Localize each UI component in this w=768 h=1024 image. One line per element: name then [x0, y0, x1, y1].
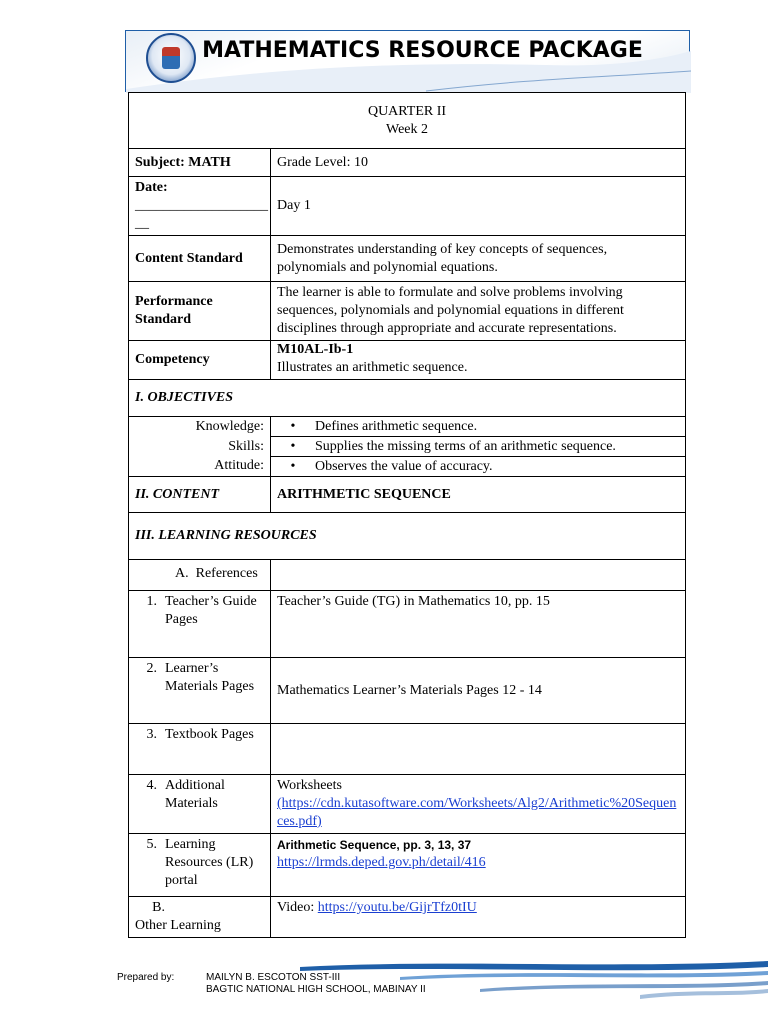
resource-row — [129, 658, 686, 724]
video-label: Video: — [277, 900, 318, 915]
resource-label: Teacher’s Guide Pages — [165, 594, 257, 627]
resource-number: 4. — [146, 778, 157, 793]
objective-value: Observes the value of accuracy. — [315, 458, 493, 474]
other-resources-row — [129, 897, 686, 938]
quarter-label: QUARTER II — [367, 103, 447, 119]
resource-row — [129, 834, 686, 897]
resources-heading: III. LEARNING RESOURCES — [129, 513, 686, 560]
date-label: Date: — [135, 180, 168, 195]
content-heading: II. CONTENT — [129, 477, 271, 513]
preparer-info — [206, 972, 426, 996]
resource-number: 3. — [146, 727, 157, 742]
performance-standard-label: Performance Standard — [129, 282, 271, 341]
resource-row — [129, 775, 686, 834]
objectives-heading-row — [129, 380, 686, 417]
references-marker: A. — [175, 566, 189, 581]
bullet-icon: • — [290, 458, 296, 474]
preparer-name: MAILYN B. ESCOTON SST-III — [206, 972, 341, 983]
content-standard-value: Demonstrates understanding of key concepts of sequences, polynomials and polynomial equations. — [271, 236, 686, 282]
school-name: BAGTIC NATIONAL HIGH SCHOOL, MABINAY II — [206, 984, 426, 995]
resource-row — [129, 591, 686, 658]
bullet-icon: • — [290, 438, 296, 454]
resource-label: Textbook Pages — [165, 727, 254, 742]
other-label: Other Learning — [135, 918, 221, 933]
competency-label: Competency — [129, 341, 271, 380]
resource-row — [129, 724, 686, 775]
objective-row — [129, 417, 686, 437]
week-label: Week 2 — [385, 121, 429, 137]
subject-row — [129, 149, 686, 177]
resource-value — [271, 724, 686, 775]
competency-value: Illustrates an arithmetic sequence. — [277, 360, 468, 375]
objective-label: Skills: — [129, 437, 271, 457]
resources-heading-row — [129, 513, 686, 560]
quarter-row — [129, 93, 686, 149]
video-link[interactable]: https://youtu.be/GijrTfz0tIU — [317, 900, 477, 915]
document-footer — [0, 955, 768, 1024]
competency-code: M10AL-Ib-1 — [277, 342, 354, 357]
objectives-heading: I. OBJECTIVES — [129, 380, 686, 417]
references-row — [129, 560, 686, 591]
date-line: ___________________ — [135, 198, 268, 213]
resource-label: Learner’s Materials Pages — [165, 661, 255, 694]
date-row — [129, 177, 686, 236]
objective-value: Defines arithmetic sequence. — [315, 418, 478, 434]
objective-label: Knowledge: — [129, 417, 271, 437]
resource-value: Arithmetic Sequence, pp. 3, 13, 37 — [277, 838, 472, 852]
resource-value: Worksheets — [277, 778, 342, 793]
lr-portal-link[interactable]: https://lrmds.deped.gov.ph/detail/416 — [277, 855, 486, 870]
content-standard-label: Content Standard — [129, 236, 271, 282]
document-header — [125, 30, 690, 92]
references-label: References — [195, 566, 258, 581]
resource-label: Additional Materials — [165, 778, 225, 811]
competency-row — [129, 341, 686, 380]
objective-label: Attitude: — [129, 457, 271, 477]
objective-value: Supplies the missing terms of an arithmetic sequence. — [315, 438, 616, 454]
page-title: MATHEMATICS RESOURCE PACKAGE — [202, 38, 643, 63]
bullet-icon: • — [290, 418, 296, 434]
grade-level: Grade Level: 10 — [271, 149, 686, 177]
resource-number: 5. — [146, 837, 157, 852]
subject-label: Subject: MATH — [129, 149, 271, 177]
resource-value: Mathematics Learner’s Materials Pages 12 - 14 — [271, 658, 686, 724]
other-marker: B. — [152, 900, 165, 915]
objective-row — [129, 457, 686, 477]
resource-value: Teacher’s Guide (TG) in Mathematics 10, pp. 15 — [271, 591, 686, 658]
date-line-overflow: __ — [135, 216, 149, 231]
performance-standard-row — [129, 282, 686, 341]
performance-standard-value: The learner is able to formulate and solve problems involving sequences, polynomials and polynomial equations in different disciplines through appropriate and accurate representations. — [271, 282, 686, 341]
objective-row — [129, 437, 686, 457]
resource-number: 1. — [146, 594, 157, 609]
content-row — [129, 477, 686, 513]
worksheet-link[interactable]: (https://cdn.kutasoftware.com/Worksheets/Alg2/Arithmetic%20Sequences.pdf) — [277, 796, 677, 829]
lesson-plan-table — [128, 92, 686, 938]
prepared-by-label: Prepared by: — [117, 972, 175, 983]
content-standard-row — [129, 236, 686, 282]
day-label: Day 1 — [271, 177, 686, 236]
resource-number: 2. — [146, 661, 157, 676]
resource-label: Learning Resources (LR) portal — [165, 837, 254, 888]
content-value: ARITHMETIC SEQUENCE — [271, 477, 686, 513]
